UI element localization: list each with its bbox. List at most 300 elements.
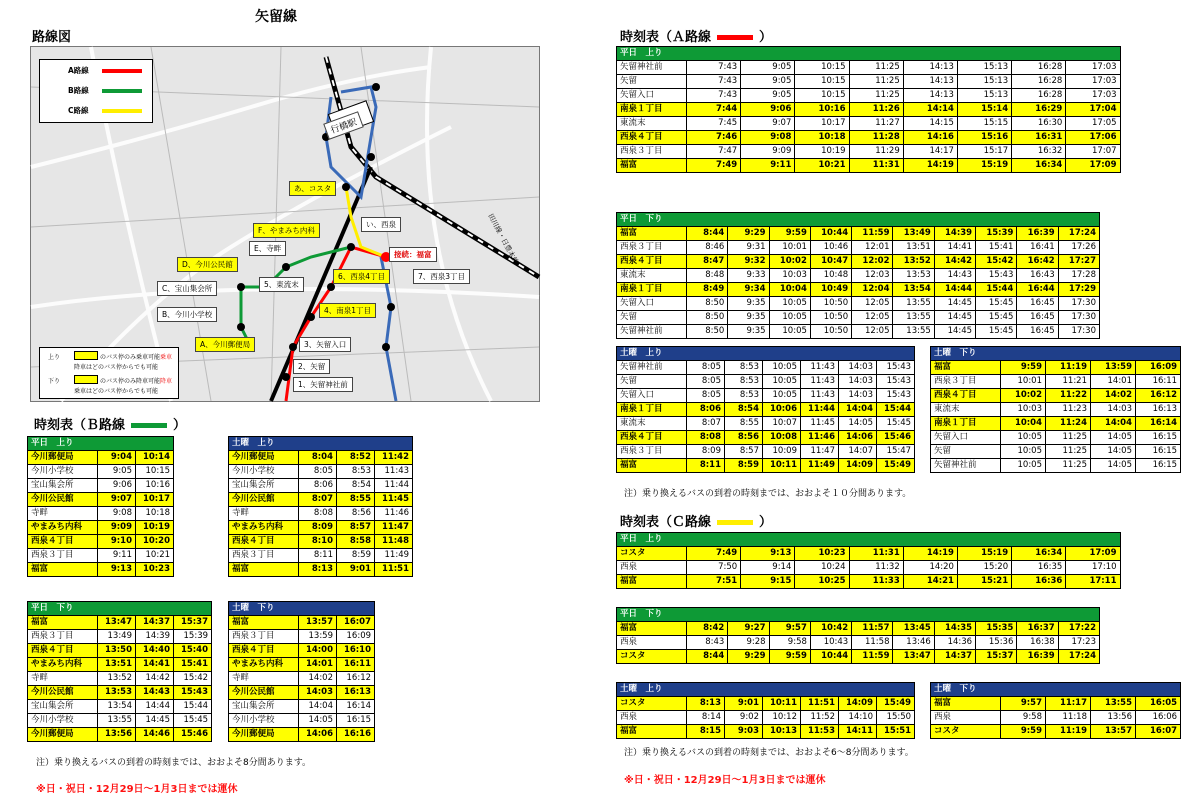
time-cell: 17:09 xyxy=(1066,547,1120,561)
time-cell: 9:35 xyxy=(728,325,769,339)
time-cell: 12:02 xyxy=(852,255,893,269)
time-cell: 11:47 xyxy=(375,521,413,535)
time-cell: 14:15 xyxy=(903,117,957,131)
timetable-header: 土曜 下り xyxy=(229,602,375,616)
time-cell: 15:37 xyxy=(976,650,1017,664)
stop-name-cell: 宝山集会所 xyxy=(229,479,299,493)
stop-name-cell: 南泉１丁目 xyxy=(931,417,1001,431)
time-cell: 16:28 xyxy=(1012,75,1066,89)
time-cell: 11:31 xyxy=(849,159,903,173)
table-row xyxy=(229,714,375,728)
table-row xyxy=(617,61,1121,75)
time-cell: 9:15 xyxy=(741,575,795,589)
time-cell: 14:42 xyxy=(136,672,174,686)
stop-name-cell: 福富 xyxy=(931,361,1001,375)
time-cell: 10:04 xyxy=(769,283,810,297)
table-row xyxy=(28,686,212,700)
time-cell: 14:13 xyxy=(903,61,957,75)
time-cell: 13:51 xyxy=(98,658,136,672)
time-cell: 10:19 xyxy=(795,145,849,159)
time-cell: 15:43 xyxy=(877,361,915,375)
time-cell: 16:37 xyxy=(1017,622,1058,636)
time-cell: 14:03 xyxy=(839,361,877,375)
time-cell: 8:54 xyxy=(725,403,763,417)
time-cell: 11:25 xyxy=(849,61,903,75)
timetable-header: 平日 上り xyxy=(617,47,1121,61)
table-row xyxy=(617,417,915,431)
time-cell: 10:15 xyxy=(795,61,849,75)
time-cell: 16:28 xyxy=(1012,89,1066,103)
time-cell: 14:45 xyxy=(136,714,174,728)
time-cell: 16:31 xyxy=(1012,131,1066,145)
time-cell: 17:03 xyxy=(1066,61,1120,75)
time-cell: 15:43 xyxy=(877,375,915,389)
time-cell: 16:45 xyxy=(1017,311,1058,325)
time-cell: 14:07 xyxy=(839,445,877,459)
stop-name-cell: 福富 xyxy=(28,616,98,630)
time-cell: 14:16 xyxy=(903,131,957,145)
stop-name-cell: 西泉４丁目 xyxy=(28,535,98,549)
time-cell: 15:50 xyxy=(877,711,915,725)
stop-a-cap: A、今川郵便局 xyxy=(195,337,255,352)
time-cell: 15:44 xyxy=(976,283,1017,297)
time-cell: 14:05 xyxy=(1091,459,1136,473)
table-row xyxy=(617,89,1121,103)
time-cell: 10:09 xyxy=(763,445,801,459)
note-down-em: 降車 xyxy=(160,378,173,385)
time-cell: 13:55 xyxy=(98,714,136,728)
stop-name-cell: 今川郵便局 xyxy=(229,451,299,465)
table-row xyxy=(617,403,915,417)
table-row xyxy=(28,521,174,535)
time-cell: 8:54 xyxy=(337,479,375,493)
time-cell: 14:03 xyxy=(1091,403,1136,417)
time-cell: 7:45 xyxy=(687,117,741,131)
rail-label: 田川線・日豊本線 xyxy=(486,212,520,266)
time-cell: 9:02 xyxy=(725,711,763,725)
timetable-c-weekday-up xyxy=(616,532,1121,589)
time-cell: 11:24 xyxy=(1046,417,1091,431)
time-cell: 11:47 xyxy=(801,445,839,459)
stop-costa: あ、コスタ xyxy=(289,181,336,196)
b-holiday-note: ※日・祝日・12月29日〜1月3日までは運休 xyxy=(36,784,238,795)
time-cell: 8:55 xyxy=(725,417,763,431)
time-cell: 14:35 xyxy=(934,622,975,636)
time-cell: 10:03 xyxy=(1001,403,1046,417)
time-cell: 15:36 xyxy=(976,636,1017,650)
time-cell: 13:52 xyxy=(98,672,136,686)
stop-c: C、宝山集会所 xyxy=(157,281,217,296)
time-cell: 10:17 xyxy=(136,493,174,507)
table-row xyxy=(28,507,174,521)
time-cell: 14:21 xyxy=(903,575,957,589)
time-cell: 9:11 xyxy=(98,549,136,563)
time-cell: 11:25 xyxy=(1046,431,1091,445)
table-row xyxy=(28,630,212,644)
time-cell: 14:19 xyxy=(903,547,957,561)
time-cell: 14:04 xyxy=(1091,417,1136,431)
stop-name-cell: 福富 xyxy=(617,227,687,241)
time-cell: 8:09 xyxy=(299,521,337,535)
time-cell: 10:42 xyxy=(810,622,851,636)
table-row xyxy=(931,697,1181,711)
time-cell: 11:53 xyxy=(801,725,839,739)
time-cell: 16:32 xyxy=(1012,145,1066,159)
table-row xyxy=(617,622,1100,636)
b-heading xyxy=(34,414,186,433)
time-cell: 9:58 xyxy=(769,636,810,650)
time-cell: 11:43 xyxy=(375,465,413,479)
time-cell: 17:06 xyxy=(1066,131,1120,145)
stop-name-cell: 寺畔 xyxy=(28,672,98,686)
stop-name-cell: 今川小学校 xyxy=(28,465,98,479)
time-cell: 8:55 xyxy=(337,493,375,507)
stop-name-cell: 南泉１丁目 xyxy=(617,403,687,417)
time-cell: 16:28 xyxy=(1012,61,1066,75)
time-cell: 9:28 xyxy=(728,636,769,650)
station-label: 行橋駅 xyxy=(323,111,364,140)
time-cell: 13:53 xyxy=(98,686,136,700)
time-cell: 14:13 xyxy=(903,75,957,89)
time-cell: 8:58 xyxy=(337,535,375,549)
timetable-header: 土曜 上り xyxy=(229,437,413,451)
time-cell: 9:35 xyxy=(728,297,769,311)
time-cell: 11:29 xyxy=(849,145,903,159)
time-cell: 8:05 xyxy=(687,361,725,375)
table-row xyxy=(28,479,174,493)
time-cell: 16:34 xyxy=(1012,547,1066,561)
table-row xyxy=(28,535,174,549)
stop-name-cell: 矢留入口 xyxy=(617,89,687,103)
time-cell: 15:43 xyxy=(877,389,915,403)
time-cell: 14:41 xyxy=(934,241,975,255)
stop-name-cell: 西泉４丁目 xyxy=(617,431,687,445)
time-cell: 10:44 xyxy=(810,227,851,241)
time-cell: 16:15 xyxy=(1136,431,1181,445)
stop-name-cell: 西泉３丁目 xyxy=(617,241,687,255)
table-row xyxy=(931,725,1181,739)
time-cell: 9:57 xyxy=(1001,697,1046,711)
time-cell: 11:31 xyxy=(849,547,903,561)
timetable-b-sat-up xyxy=(228,436,413,577)
time-cell: 10:13 xyxy=(763,725,801,739)
time-cell: 14:00 xyxy=(299,644,337,658)
time-cell: 15:13 xyxy=(957,75,1011,89)
time-cell: 16:42 xyxy=(1017,255,1058,269)
time-cell: 12:05 xyxy=(852,311,893,325)
time-cell: 16:07 xyxy=(337,616,375,630)
table-row xyxy=(931,431,1181,445)
time-cell: 11:25 xyxy=(849,75,903,89)
time-cell: 9:31 xyxy=(728,241,769,255)
time-cell: 13:55 xyxy=(1091,697,1136,711)
timetable-b-weekday-down xyxy=(27,601,212,742)
timetable-header: 土曜 下り xyxy=(931,683,1181,697)
time-cell: 10:05 xyxy=(763,361,801,375)
table-row xyxy=(617,375,915,389)
table-row xyxy=(28,563,174,577)
time-cell: 13:49 xyxy=(98,630,136,644)
time-cell: 11:25 xyxy=(1046,445,1091,459)
table-row xyxy=(617,431,915,445)
table-row xyxy=(617,711,915,725)
time-cell: 15:39 xyxy=(174,630,212,644)
time-cell: 7:49 xyxy=(687,159,741,173)
time-cell: 11:48 xyxy=(375,535,413,549)
time-cell: 14:05 xyxy=(299,714,337,728)
stop-name-cell: コスタ xyxy=(617,697,687,711)
table-row xyxy=(28,658,212,672)
time-cell: 15:46 xyxy=(877,431,915,445)
time-cell: 14:42 xyxy=(934,255,975,269)
time-cell: 10:05 xyxy=(1001,459,1046,473)
time-cell: 14:44 xyxy=(934,283,975,297)
time-cell: 9:35 xyxy=(728,311,769,325)
time-cell: 8:13 xyxy=(687,697,725,711)
time-cell: 11:51 xyxy=(801,697,839,711)
legend-b: B路線 xyxy=(68,86,89,95)
time-cell: 11:43 xyxy=(801,389,839,403)
time-cell: 8:59 xyxy=(337,549,375,563)
time-cell: 14:01 xyxy=(1091,375,1136,389)
stop-name-cell: やまみち内科 xyxy=(229,521,299,535)
stop-name-cell: 矢留 xyxy=(617,375,687,389)
time-cell: 8:59 xyxy=(725,459,763,473)
table-row xyxy=(617,697,915,711)
time-cell: 16:36 xyxy=(1012,575,1066,589)
time-cell: 10:05 xyxy=(769,311,810,325)
note-up-label: 上り xyxy=(48,354,61,361)
time-cell: 10:15 xyxy=(136,465,174,479)
table-row xyxy=(229,728,375,742)
table-row xyxy=(229,535,413,549)
table-row xyxy=(229,658,375,672)
time-cell: 8:11 xyxy=(299,549,337,563)
time-cell: 11:45 xyxy=(801,417,839,431)
time-cell: 9:05 xyxy=(741,89,795,103)
time-cell: 8:04 xyxy=(299,451,337,465)
table-row xyxy=(617,117,1121,131)
table-row xyxy=(617,445,915,459)
time-cell: 15:46 xyxy=(174,728,212,742)
stop-name-cell: 今川公民館 xyxy=(28,686,98,700)
time-cell: 8:10 xyxy=(299,535,337,549)
stop-name-cell: 西泉 xyxy=(931,711,1001,725)
time-cell: 17:10 xyxy=(1066,561,1120,575)
timetable-a-weekday-down xyxy=(616,212,1100,339)
time-cell: 11:19 xyxy=(1046,361,1091,375)
stop-name-cell: 西泉 xyxy=(617,636,687,650)
time-cell: 13:55 xyxy=(893,311,934,325)
stop-name-cell: 福富 xyxy=(617,725,687,739)
stop-name-cell: 西泉３丁目 xyxy=(28,630,98,644)
b-color-swatch xyxy=(131,423,167,428)
time-cell: 8:07 xyxy=(299,493,337,507)
time-cell: 15:13 xyxy=(957,61,1011,75)
time-cell: 15:37 xyxy=(174,616,212,630)
note-down-swatch xyxy=(74,375,98,384)
a-heading-text: 時刻表（Ａ路線 xyxy=(620,30,712,45)
legend-b-swatch xyxy=(102,89,142,93)
a-heading xyxy=(620,26,772,45)
time-cell: 8:44 xyxy=(687,227,728,241)
time-cell: 8:53 xyxy=(725,375,763,389)
stop-name-cell: 西泉 xyxy=(617,561,687,575)
legend-c-swatch xyxy=(102,109,142,113)
time-cell: 10:50 xyxy=(810,325,851,339)
time-cell: 14:03 xyxy=(839,375,877,389)
time-cell: 14:03 xyxy=(839,389,877,403)
legend-a: A路線 xyxy=(68,66,89,75)
time-cell: 10:43 xyxy=(810,636,851,650)
time-cell: 15:47 xyxy=(877,445,915,459)
c-holiday-note: ※日・祝日・12月29日〜1月3日までは運休 xyxy=(624,775,826,786)
time-cell: 9:01 xyxy=(337,563,375,577)
stop-name-cell: コスタ xyxy=(931,725,1001,739)
time-cell: 15:41 xyxy=(976,241,1017,255)
time-cell: 17:28 xyxy=(1058,269,1099,283)
time-cell: 10:23 xyxy=(136,563,174,577)
table-row xyxy=(229,493,413,507)
time-cell: 17:24 xyxy=(1058,650,1099,664)
timetable-header: 平日 上り xyxy=(28,437,174,451)
time-cell: 11:46 xyxy=(375,507,413,521)
time-cell: 9:01 xyxy=(725,697,763,711)
stop-name-cell: 今川郵便局 xyxy=(229,728,299,742)
time-cell: 8:06 xyxy=(687,403,725,417)
a-color-swatch xyxy=(717,35,753,40)
time-cell: 7:46 xyxy=(687,131,741,145)
time-cell: 11:46 xyxy=(801,431,839,445)
time-cell: 11:52 xyxy=(801,711,839,725)
time-cell: 17:03 xyxy=(1066,75,1120,89)
time-cell: 15:19 xyxy=(957,547,1011,561)
note-up-text2: 降車はどのバス停からでも可能 xyxy=(74,364,158,371)
table-row xyxy=(617,725,915,739)
time-cell: 9:10 xyxy=(98,535,136,549)
c-color-swatch xyxy=(717,520,753,525)
stop-name-cell: 福富 xyxy=(931,697,1001,711)
table-row xyxy=(229,563,413,577)
time-cell: 9:59 xyxy=(1001,725,1046,739)
stop-1: 1、矢留神社前 xyxy=(293,377,353,392)
time-cell: 16:39 xyxy=(1017,227,1058,241)
stop-name-cell: 矢留神社前 xyxy=(617,325,687,339)
time-cell: 11:49 xyxy=(801,459,839,473)
stop-name-cell: 宝山集会所 xyxy=(28,479,98,493)
time-cell: 13:59 xyxy=(1091,361,1136,375)
time-cell: 15:45 xyxy=(976,311,1017,325)
stop-6: 6、西泉4丁目 xyxy=(333,269,390,284)
time-cell: 10:11 xyxy=(763,459,801,473)
time-cell: 9:29 xyxy=(728,227,769,241)
timetable-header: 土曜 上り xyxy=(617,347,915,361)
table-row xyxy=(229,616,375,630)
stop-name-cell: 東流末 xyxy=(617,269,687,283)
time-cell: 14:45 xyxy=(934,297,975,311)
stop-name-cell: やまみち内科 xyxy=(28,521,98,535)
time-cell: 14:04 xyxy=(839,403,877,417)
time-cell: 11:21 xyxy=(1046,375,1091,389)
time-cell: 9:27 xyxy=(728,622,769,636)
time-cell: 10:23 xyxy=(795,547,849,561)
time-cell: 9:05 xyxy=(741,61,795,75)
stop-name-cell: 西泉３丁目 xyxy=(617,145,687,159)
time-cell: 16:41 xyxy=(1017,241,1058,255)
time-cell: 15:17 xyxy=(957,145,1011,159)
time-cell: 17:26 xyxy=(1058,241,1099,255)
stop-name-cell: 西泉３丁目 xyxy=(229,549,299,563)
table-row xyxy=(229,465,413,479)
time-cell: 10:11 xyxy=(763,697,801,711)
time-cell: 15:45 xyxy=(877,417,915,431)
time-cell: 9:33 xyxy=(728,269,769,283)
table-row xyxy=(28,549,174,563)
b-heading-close: ） xyxy=(173,418,187,433)
stop-name-cell: 南泉１丁目 xyxy=(617,103,687,117)
stop-5: 5、東流末 xyxy=(259,277,304,292)
time-cell: 9:05 xyxy=(741,75,795,89)
stop-name-cell: 西泉４丁目 xyxy=(931,389,1001,403)
time-cell: 16:16 xyxy=(337,728,375,742)
time-cell: 10:03 xyxy=(769,269,810,283)
time-cell: 17:05 xyxy=(1066,117,1120,131)
time-cell: 15:43 xyxy=(174,686,212,700)
time-cell: 10:24 xyxy=(795,561,849,575)
time-cell: 14:39 xyxy=(136,630,174,644)
timetable-c-sat-up xyxy=(616,682,915,739)
time-cell: 9:13 xyxy=(741,547,795,561)
stop-name-cell: コスタ xyxy=(617,650,687,664)
time-cell: 11:25 xyxy=(849,89,903,103)
time-cell: 11:17 xyxy=(1046,697,1091,711)
timetable-c-sat-down xyxy=(930,682,1181,739)
time-cell: 11:26 xyxy=(849,103,903,117)
time-cell: 17:30 xyxy=(1058,311,1099,325)
table-row xyxy=(617,159,1121,173)
time-cell: 10:06 xyxy=(763,403,801,417)
stop-name-cell: 寺畔 xyxy=(229,507,299,521)
time-cell: 14:03 xyxy=(299,686,337,700)
time-cell: 15:42 xyxy=(174,672,212,686)
time-cell: 15:44 xyxy=(174,700,212,714)
stop-name-cell: 西泉３丁目 xyxy=(931,375,1001,389)
stop-name-cell: コスタ xyxy=(617,547,687,561)
table-row xyxy=(229,700,375,714)
stop-name-cell: 福富 xyxy=(229,563,299,577)
time-cell: 14:44 xyxy=(136,700,174,714)
time-cell: 17:27 xyxy=(1058,255,1099,269)
time-cell: 9:29 xyxy=(728,650,769,664)
time-cell: 10:15 xyxy=(795,75,849,89)
note-up-text: のバス停のみ乗車可能 xyxy=(100,354,161,361)
time-cell: 16:13 xyxy=(337,686,375,700)
time-cell: 11:33 xyxy=(849,575,903,589)
c-heading-text: 時刻表（Ｃ路線 xyxy=(620,515,712,530)
stop-name-cell: 西泉４丁目 xyxy=(229,535,299,549)
time-cell: 9:59 xyxy=(1001,361,1046,375)
stop-3: 3、矢留入口 xyxy=(299,337,351,352)
time-cell: 15:49 xyxy=(877,459,915,473)
time-cell: 12:05 xyxy=(852,297,893,311)
time-cell: 10:02 xyxy=(1001,389,1046,403)
time-cell: 11:49 xyxy=(375,549,413,563)
b-note: 注）乗り換えるバスの到着の時刻までは、おおよそ8分間あります。 xyxy=(36,758,312,768)
stop-name-cell: 西泉４丁目 xyxy=(617,131,687,145)
time-cell: 14:43 xyxy=(934,269,975,283)
table-row xyxy=(617,575,1121,589)
stop-d: D、今川公民館 xyxy=(177,257,238,272)
